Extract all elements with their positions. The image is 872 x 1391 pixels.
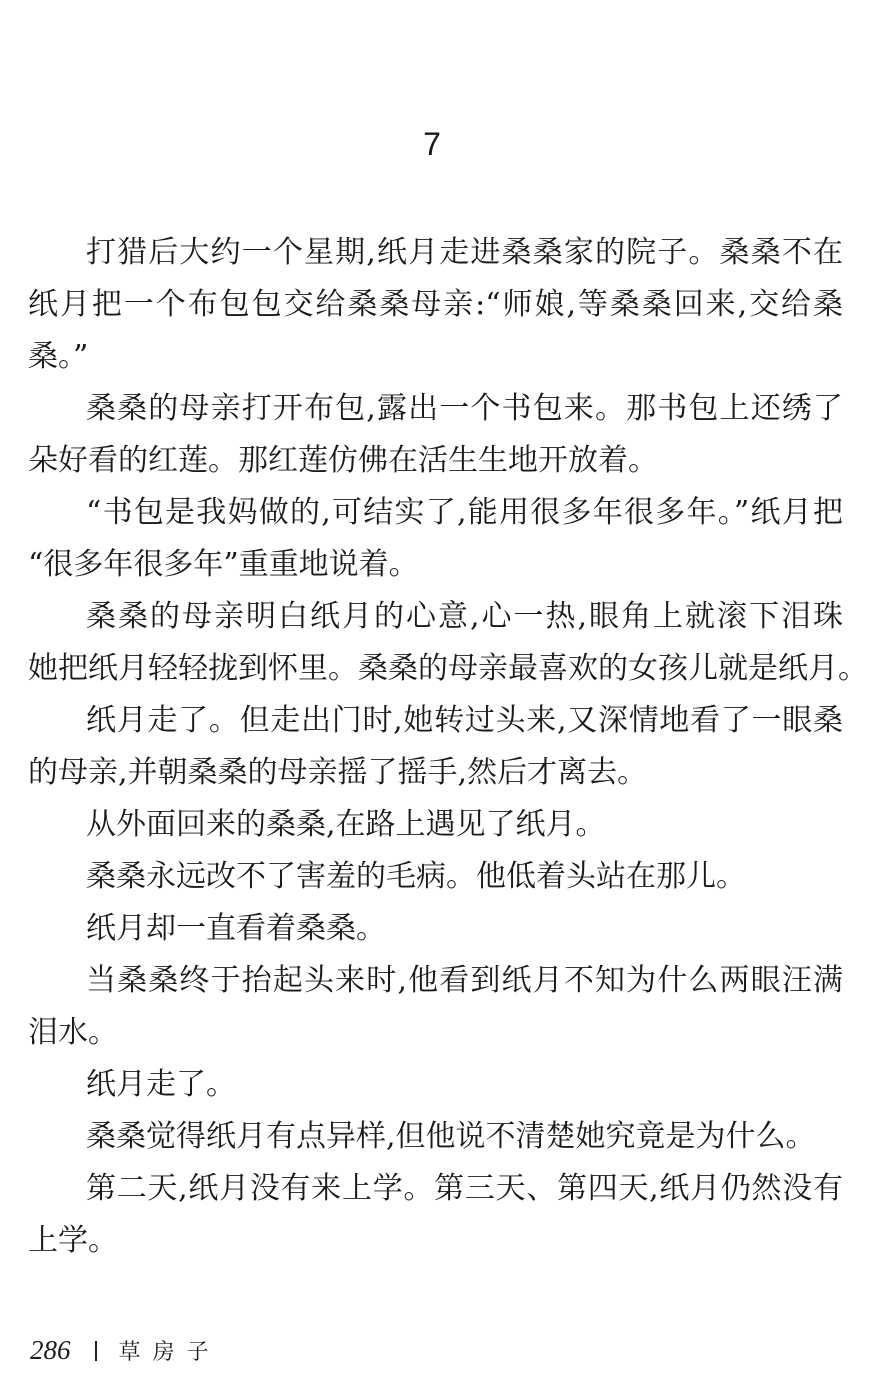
paragraph — [28, 1163, 843, 1267]
text-line: 她把纸月轻轻拢到怀里。桑桑的母亲最喜欢的女孩儿就是纸月。 — [28, 651, 868, 686]
text-line: 纸月把一个布包包交给桑桑母亲:“师娘,等桑桑回来,交给桑 — [28, 287, 843, 322]
paragraph — [28, 487, 843, 591]
text-line: 纸月却一直看着桑桑。 — [86, 911, 386, 946]
text-line: 纸月走了。 — [86, 1067, 236, 1102]
text-line: “很多年很多年”重重地说着。 — [28, 547, 419, 582]
paragraph — [28, 799, 843, 851]
paragraph — [28, 851, 843, 903]
page-number: 286 — [30, 1335, 71, 1365]
paragraph — [28, 1111, 843, 1163]
text-line: 朵好看的红莲。那红莲仿佛在活生生地开放着。 — [28, 443, 658, 478]
text-line: 打猎后大约一个星期,纸月走进桑桑家的院子。桑桑不在 — [86, 235, 843, 270]
chapter-number: 7 — [423, 126, 441, 162]
text-line: 的母亲,并朝桑桑的母亲摇了摇手,然后才离去。 — [28, 755, 648, 790]
text-line: 桑桑的母亲明白纸月的心意,心一热,眼角上就滚下泪珠 — [86, 599, 843, 634]
text-line: 桑。” — [28, 339, 89, 374]
paragraph — [28, 695, 843, 799]
text-line: 桑桑的母亲打开布包,露出一个书包来。那书包上还绣了 — [86, 391, 843, 426]
footer-divider — [95, 1341, 97, 1361]
text-line: 从外面回来的桑桑,在路上遇见了纸月。 — [86, 807, 606, 842]
paragraph — [28, 903, 843, 955]
text-line: 泪水。 — [28, 1015, 118, 1050]
paragraph — [28, 227, 843, 383]
paragraph — [28, 591, 868, 695]
book-title: 草房子 — [118, 1340, 221, 1365]
text-line: 当桑桑终于抬起头来时,他看到纸月不知为什么两眼汪满 — [86, 963, 843, 998]
text-line: 桑桑觉得纸月有点异样,但他说不清楚她究竟是为什么。 — [86, 1119, 816, 1154]
text-line: 上学。 — [28, 1223, 118, 1258]
text-line: “书包是我妈做的,可结实了,能用很多年很多年。”纸月把 — [86, 495, 843, 530]
text-line: 第二天,纸月没有来上学。第三天、第四天,纸月仍然没有 — [86, 1171, 843, 1206]
text-line: 桑桑永远改不了害羞的毛病。他低着头站在那儿。 — [86, 859, 746, 894]
paragraph — [28, 1059, 843, 1111]
paragraph — [28, 383, 843, 487]
page-footer — [30, 1335, 221, 1366]
paragraph — [28, 955, 843, 1059]
body-text — [28, 227, 868, 1267]
text-line: 纸月走了。但走出门时,她转过头来,又深情地看了一眼桑 — [86, 703, 843, 738]
